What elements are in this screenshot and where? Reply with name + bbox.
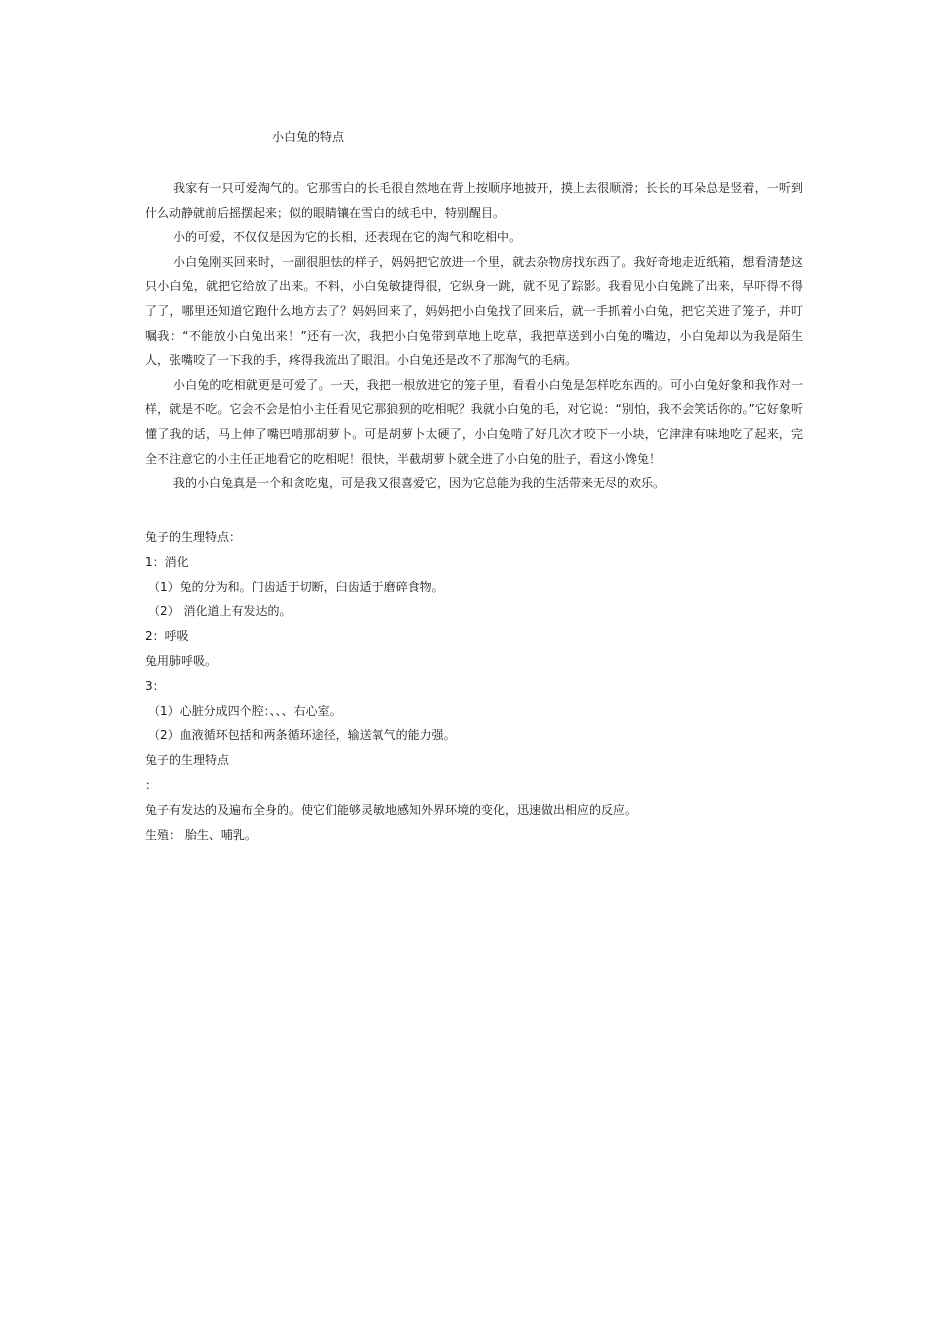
essay-paragraph: 我家有一只可爱淘气的。它那雪白的长毛很自然地在背上按顺序地披开，摸上去很顺滑；长长的耳朵总是竖着，一听到什么动静就前后摇摆起来；似的眼睛镶在雪白的绒毛中，特别醒目。 (145, 181, 803, 220)
notes-section-respiration: 2：呼吸 (145, 629, 189, 644)
notes-section-circulation: 3： (145, 678, 165, 693)
notes-heading-2: 兔子的生理特点 (145, 753, 230, 768)
notes-item: （1）心脏分成四个腔：、、、右心室。 (148, 703, 342, 718)
notes-item-reproduction: 生殖： 胎生、哺乳。 (145, 827, 257, 842)
document-title: 小白兔的特点 (272, 130, 345, 144)
essay-paragraph: 小白兔刚买回来时，一副很胆怯的样子，妈妈把它放进一个里，就去杂物房找东西了。我好奇地走近纸箱，想看清楚这只小白兔，就把它给放了出来。不料，小白兔敏捷得很，它纵身一跳，就不见了踪影。我看见小白兔跳了出来，早吓得不得了了，哪里还知道它跑什么地方去了？妈妈回来了，妈妈把小白兔找了回来后，就一手抓着小白兔，把它关进了笼子，并叮嘱我：“不能放小白兔出来！”还有一次，我把小白兔带到草地上吃草，我把草送到小白兔的嘴边，小白兔却以为我是陌生人，张嘴咬了一下我的手，疼得我流出了眼泪。小白兔还是改不了那淘气的毛病。 (145, 254, 803, 368)
physiology-notes (145, 525, 805, 847)
essay-body (145, 176, 803, 496)
essay-paragraph: 我的小白兔真是一个和贪吃鬼，可是我又很喜爱它，因为它总能为我的生活带来无尽的欢乐。 (173, 476, 666, 491)
notes-item-nervous: 兔子有发达的及遍布全身的。使它们能够灵敏地感知外界环境的变化，迅速做出相应的反应。 (145, 802, 638, 817)
essay-paragraph: 小白兔的吃相就更是可爱了。一天，我把一根放进它的笼子里，看看小白兔是怎样吃东西的。可小白兔好象和我作对一样，就是不吃。它会不会是怕小主任看见它那狼狈的吃相呢？我就小白兔的毛，对它说：“别怕，我不会笑话你的。”它好象听懂了我的话，马上伸了嘴巴啃那胡萝卜。可是胡萝卜太硬了，小白兔啃了好几次才咬下一小块，它津津有味地吃了起来，完全不注意它的小主任正地看它的吃相呢！很快，半截胡萝卜就全进了小白兔的肚子，看这小馋兔！ (145, 377, 803, 466)
notes-heading: 兔子的生理特点： (145, 530, 242, 544)
notes-item: （2） 消化道上有发达的。 (148, 604, 292, 619)
notes-section-digestion: 1：消化 (145, 554, 189, 569)
notes-colon: ： (145, 777, 158, 792)
notes-item: （1）兔的分为和。门齿适于切断，臼齿适于磨碎食物。 (148, 579, 444, 594)
notes-item: 兔用肺呼吸。 (145, 653, 218, 668)
essay-paragraph: 小的可爱，不仅仅是因为它的长相，还表现在它的淘气和吃相中。 (173, 230, 522, 245)
notes-item: （2）血液循环包括和两条循环途径，输送氧气的能力强。 (148, 728, 456, 743)
